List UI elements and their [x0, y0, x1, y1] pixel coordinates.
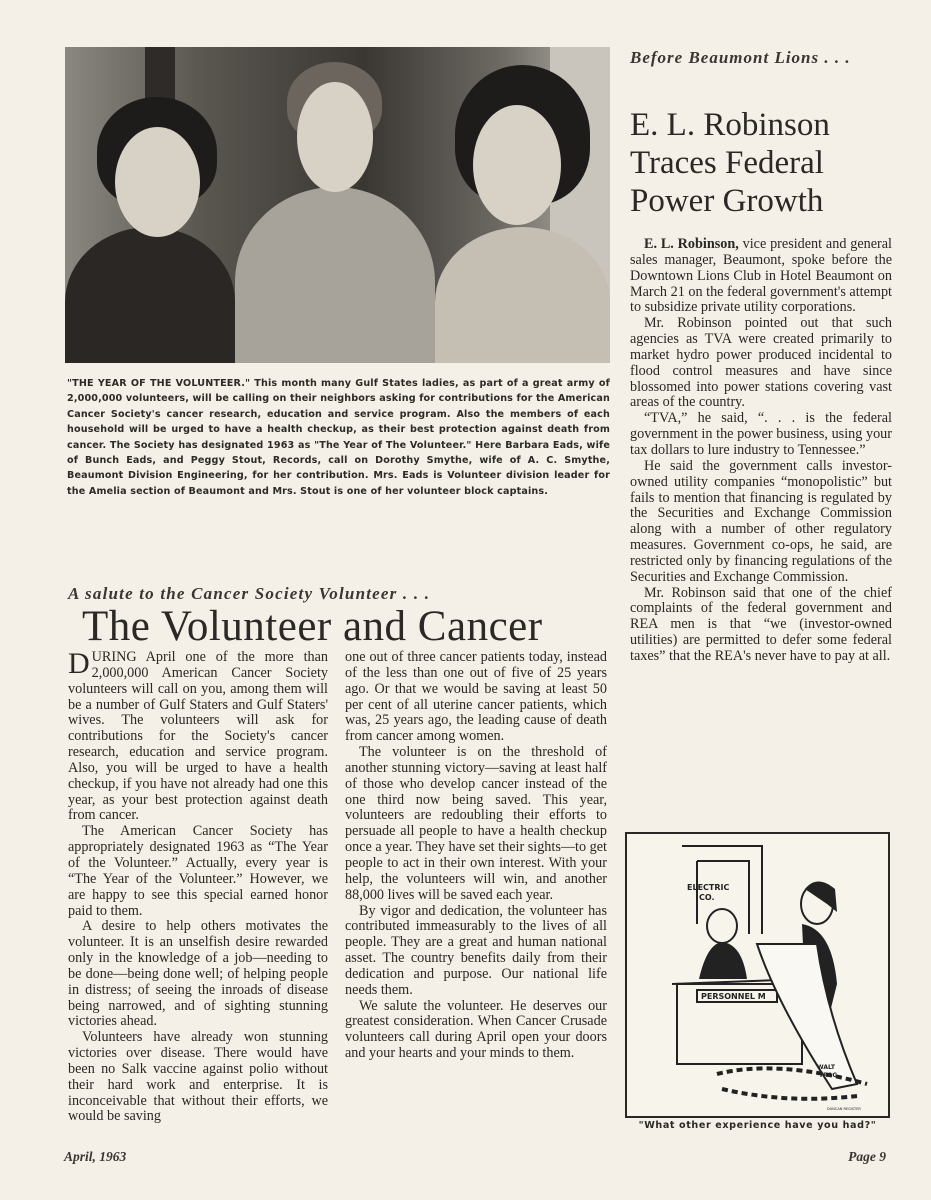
editorial-cartoon	[625, 832, 890, 1118]
footer-page-number: Page 9	[848, 1149, 886, 1164]
volunteer-column-1: DURING April one of the more than 2,000,000 American Cancer Society volunteers will call on you, among them will be a number of Gulf Staters and Gulf Staters' wives. The volunteers will ask for contributions for the Society's cancer research, education and service program. Also, you will be urged to have a health checkup, if you have not already had one this year, as your best protection against death from cancer. The American Cancer Society has appropriately designated 1963 as “The Year of the Volunteer.” Actually, every year is “The Year of the Volunteer.” However, we are happy to see this special earned honor paid to them. A desire to help others motivates the volunteer. It is an unselfish desire rewarded only in the knowledge of a job—needing to be done—being done well; of helping people in distress; of seeing the inroads of disease being narrowed, and of sighting stunning victories ahead. Volunteers have already won stunning victories over disease. There would have been no Salk vaccine against polio without their hard work and enterprise. It is inconceivable that without their efforts, we would be saving	[68, 647, 328, 1125]
cartoon-caption: "What other experience have you had?"	[638, 1120, 877, 1131]
woman-center-face	[297, 82, 373, 192]
woman-center	[235, 187, 435, 363]
volunteers-photo	[65, 47, 610, 363]
volunteer-column-2: one out of three cancer patients today, instead of the less than one out of five of 25 years ago. Or that we would be saving at least 50 per cent of all uterine cancer patients, which was, 25 years ago, the leading cause of death from cancer among women. The volunteer is on the threshold of another stunning victory—saving at least half of those who develop cancer instead of the one third now being saved. This year, volunteers are redoubling their efforts to persuade all people to have a health checkup once a year. They have set their sights—to get people to act in their own interest. With your help, the volunteers will win, and another 88,000 lives will be saved each year. By vigor and dedication, the volunteer has contributed immeasurably to the lives of all people. They are a great and human national asset. The country benefits daily from their dedication and purpose. Our national life needs them. We salute the volunteer. He deserves our greatest consideration. When Cancer Crusade volunteers call during April open your doors and your hearts and your minds to them.	[345, 649, 607, 1062]
robinson-kicker: Before Beaumont Lions . . .	[630, 48, 851, 67]
sign-line-2: CO.	[699, 893, 715, 902]
scroll-text-1: WALT	[817, 1064, 835, 1071]
clerk-head	[707, 909, 737, 943]
robinson-article-body: E. L. Robinson, vice president and general sales manager, Beaumont, spoke before the Downtown Lions Club in Hotel Beaumont on March 21 on the federal government's attempt to subsidize private utility corporations. Mr. Robinson pointed out that such agencies as TVA were created primarily to market hydro power produced incidental to flood control measures and have since blossomed into power stations covering vast areas of the country. “TVA,” he said, “. . . is the federal government in the power business, using your tax dollars to lure industry to Tennessee.” He said the government calls investor-owned utility companies “monopolistic” but fails to mention that financing is regulated by the Securities and Exchange Commission along with a number of other regulatory measures. Government co-ops, he said, are restricted only by financing regulations of the Securities and Exchange Commission. Mr. Robinson said that one of the chief complaints of the federal government and REA men is that “we (investor-owned utilities) are permitted to defer some federal taxes” that the REA's never have to pay at all.	[630, 236, 892, 664]
cartoon-drawing	[627, 834, 888, 1116]
desk-sign: PERSONNEL M	[701, 992, 766, 1001]
drop-cap: D	[68, 647, 90, 680]
sign-line-1: ELECTRIC	[687, 883, 730, 892]
cartoon-credit: DUNCAN REGISTER	[827, 1107, 861, 1111]
lead-name: E. L. Robinson,	[644, 236, 739, 252]
woman-left-face	[115, 127, 200, 237]
clerk-body	[699, 942, 747, 979]
woman-right-face	[473, 105, 561, 225]
woman-left	[65, 227, 235, 363]
volunteer-headline: The Volunteer and Cancer	[82, 603, 543, 650]
photo-caption: "THE YEAR OF THE VOLUNTEER." This month many Gulf States ladies, as part of a great army of 2,000,000 volunteers, will be calling on their neighbors asking for contributions for the American Cancer Society's cancer research, education and service program. Also the members of each household will be urged to have a health checkup, as their best protection against death from cancer. The Society has designated 1963 as "The Year of The Volunteer." Here Barbara Eads, wife of Bunch Eads, and Peggy Stout, Records, call on Dorothy Smythe, wife of A. C. Smythe, Beaumont Division Engineering, for her contribution. Mrs. Eads is Volunteer division leader for the Amelia section of Beaumont and Mrs. Stout is one of her volunteer block captains.	[67, 378, 610, 497]
robinson-headline: E. L. Robinson Traces Federal Power Growth	[630, 107, 830, 219]
volunteer-kicker: A salute to the Cancer Society Volunteer . . .	[68, 584, 431, 603]
footer-date: April, 1963	[64, 1149, 127, 1164]
scroll-text-2: TRAG	[819, 1072, 838, 1079]
